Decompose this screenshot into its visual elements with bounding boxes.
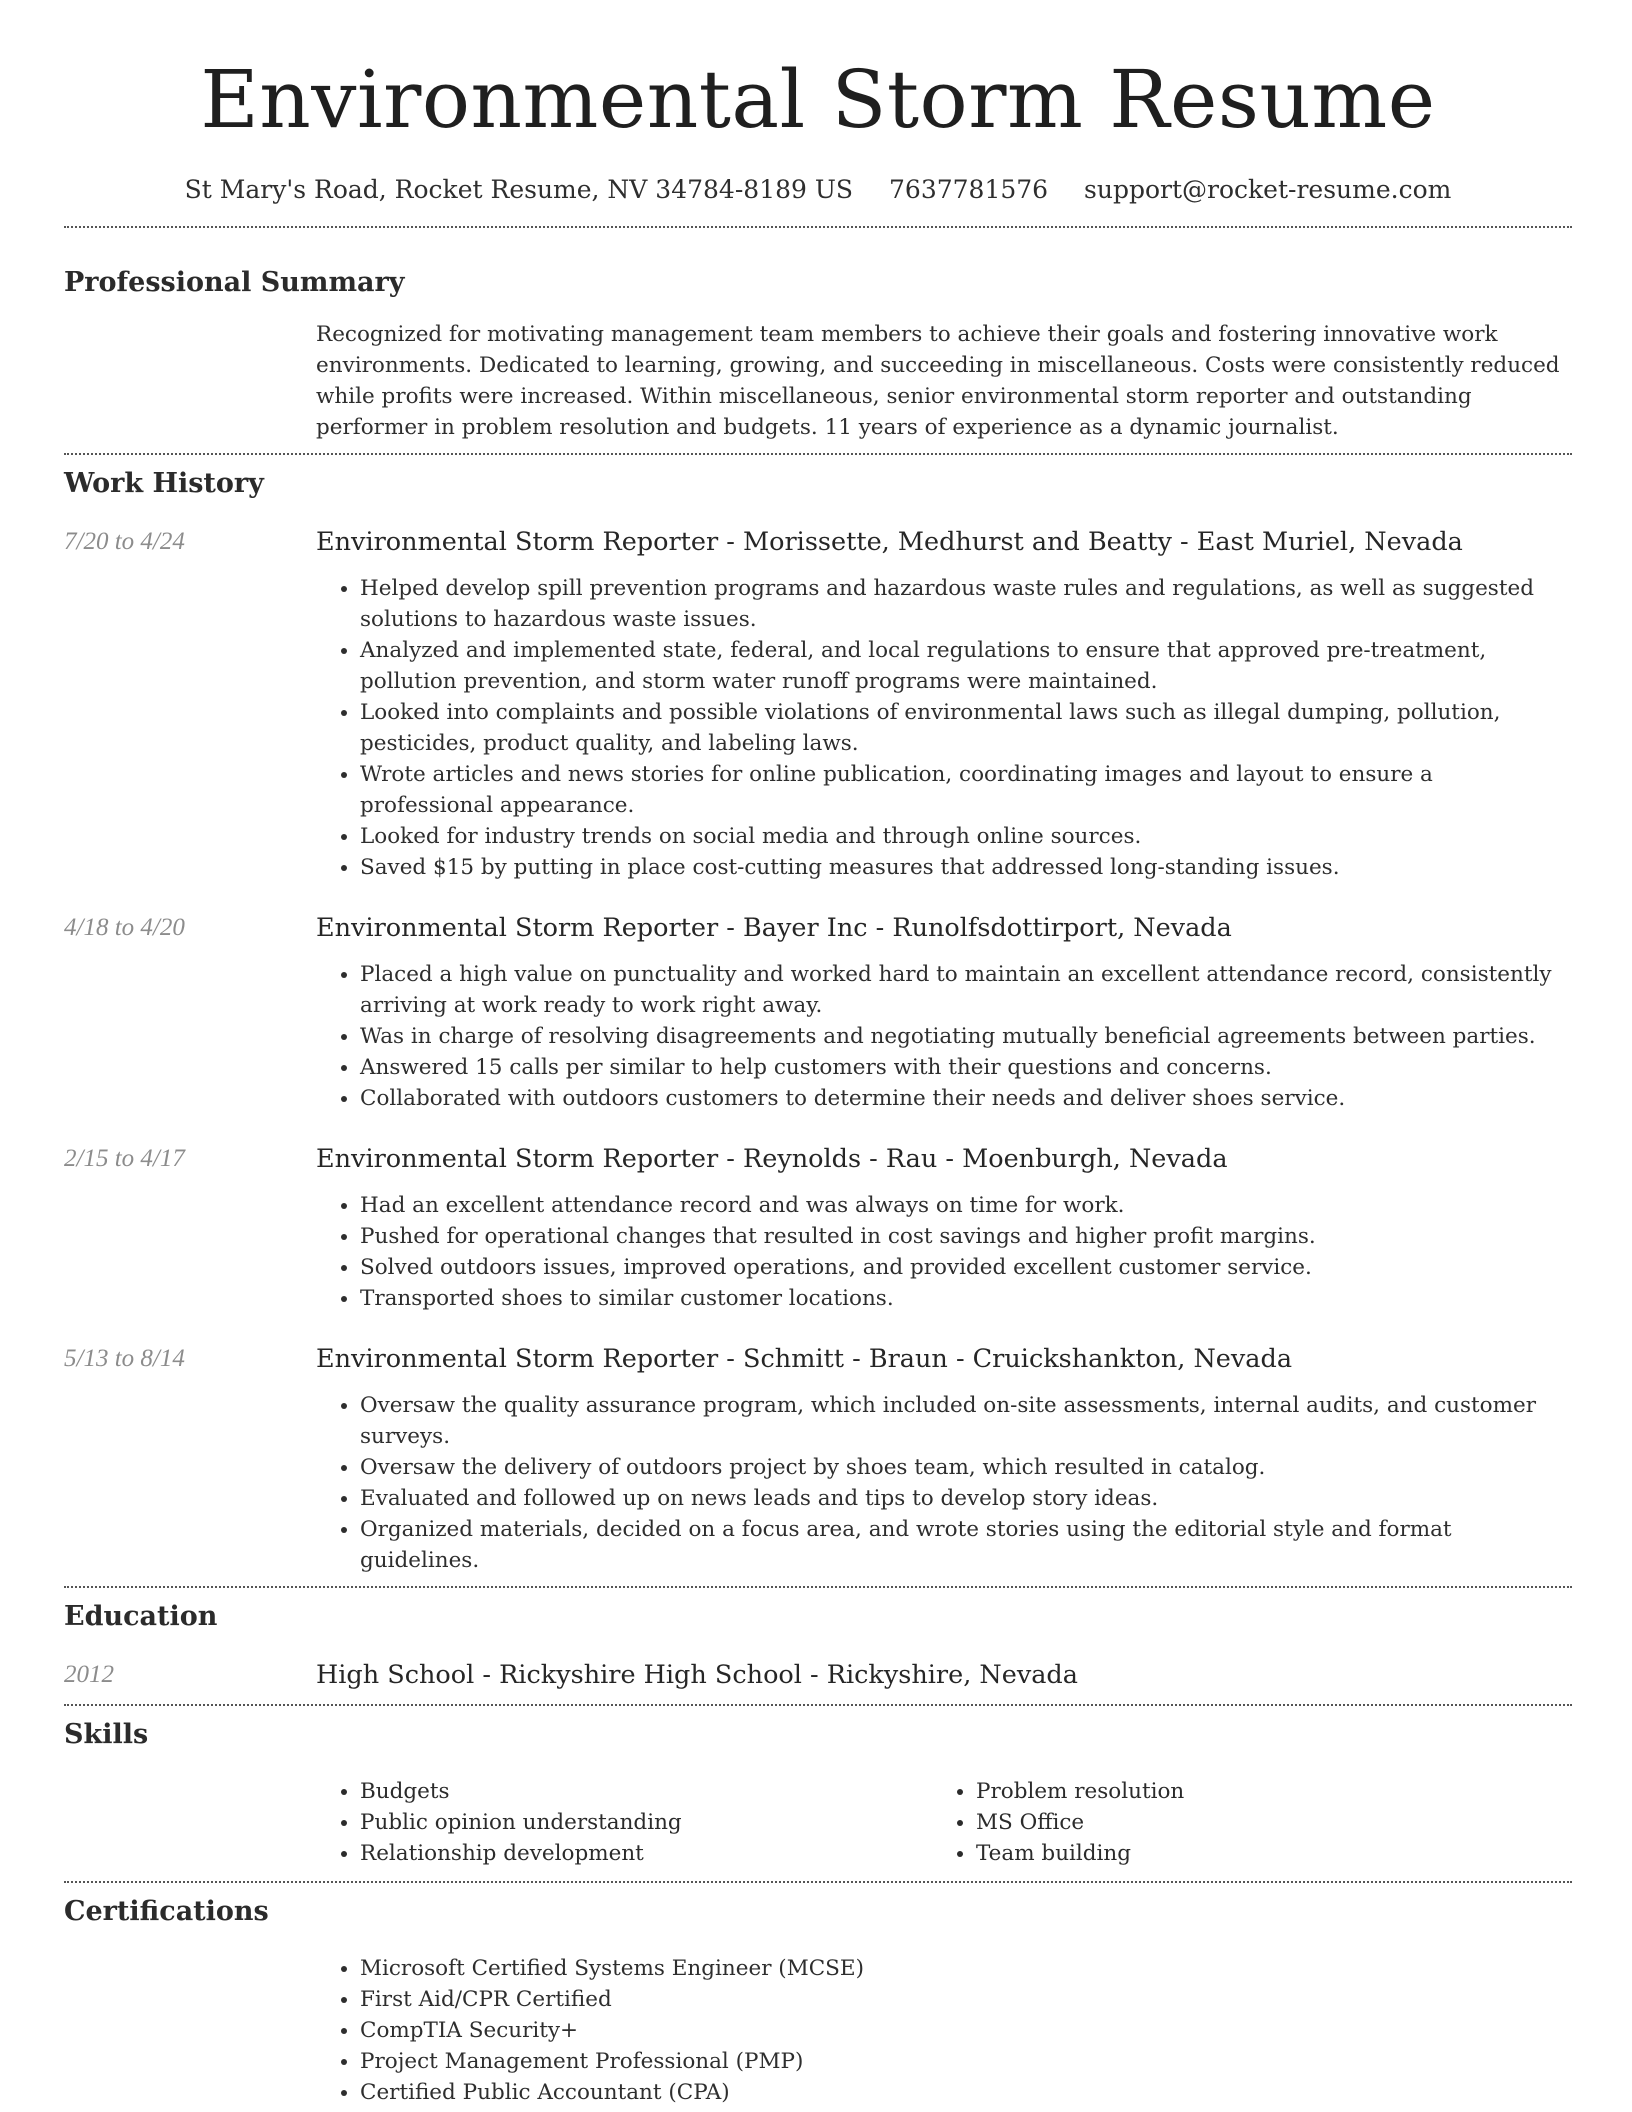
list-item: • Was in charge of resolving disagreements and negotiating mutually beneficial agreements between parties. — [360, 1021, 1572, 1052]
list-item: • Saved $15 by putting in place cost-cutting measures that addressed long-standing issues. — [360, 852, 1572, 883]
list-item: • Microsoft Certified Systems Engineer (MCSE) — [360, 1953, 1572, 1984]
job-entry — [64, 1142, 1572, 1314]
divider — [64, 453, 1572, 455]
section-title-education: Education — [64, 1601, 218, 1632]
job-dates: 5/13 to 8/14 — [64, 1345, 185, 1372]
job-heading: Environmental Storm Reporter - Bayer Inc - Runolfsdottirport, Nevada — [316, 913, 1232, 943]
section-title-summary: Professional Summary — [64, 267, 405, 298]
job-heading: Environmental Storm Reporter - Reynolds - Rau - Moenburgh, Nevada — [316, 1144, 1228, 1174]
contact-line — [64, 174, 1572, 206]
list-item: • Looked for industry trends on social media and through online sources. — [360, 821, 1572, 852]
list-item: • First Aid/CPR Certified — [360, 1984, 1572, 2015]
list-item: • Answered 15 calls per similar to help customers with their questions and concerns. — [360, 1052, 1572, 1083]
list-item: • Public opinion understanding — [360, 1807, 932, 1838]
list-item: • Evaluated and followed up on news leads and tips to develop story ideas. — [360, 1483, 1572, 1514]
list-item: • Analyzed and implemented state, federal, and local regulations to ensure that approved pre-treatment, pollution prevention, and storm water runoff programs were maintained. — [360, 635, 1572, 697]
job-bullets — [316, 959, 1572, 1114]
list-item: • Team building — [976, 1838, 1548, 1869]
list-item: • Budgets — [360, 1776, 932, 1807]
divider — [64, 1881, 1572, 1883]
education-heading: High School - Rickyshire High School - Rickyshire, Nevada — [316, 1660, 1078, 1690]
list-item: • Oversaw the quality assurance program, which included on-site assessments, internal audits, and customer surveys. — [360, 1390, 1572, 1452]
list-item: • Collaborated with outdoors customers to determine their needs and deliver shoes service. — [360, 1083, 1572, 1114]
resume-title: Environmental Storm Resume — [200, 53, 1436, 146]
skills-list-left — [316, 1776, 932, 1869]
job-dates: 4/18 to 4/20 — [64, 914, 185, 941]
divider — [64, 226, 1572, 228]
summary-text: Recognized for motivating management team members to achieve their goals and fostering innovative work environments. Dedicated to learning, growing, and succeeding in miscellaneous. Costs were consistently reduced while profits were increased. Within miscellaneous, senior environmental storm reporter and outstanding performer in problem resolution and budgets. 11 years of experience as a dynamic journalist. — [316, 322, 1560, 440]
list-item: • Project Management Professional (PMP) — [360, 2046, 1572, 2077]
education-entry — [64, 1658, 1572, 1692]
job-entry — [64, 525, 1572, 883]
list-item: • Solved outdoors issues, improved operations, and provided excellent customer service. — [360, 1252, 1572, 1283]
job-heading: Environmental Storm Reporter - Morissette, Medhurst and Beatty - East Muriel, Nevada — [316, 527, 1463, 557]
skills-list-right — [932, 1776, 1548, 1869]
job-heading: Environmental Storm Reporter - Schmitt - Braun - Cruickshankton, Nevada — [316, 1344, 1293, 1374]
job-bullets — [316, 1390, 1572, 1576]
job-entry — [64, 1342, 1572, 1576]
phone: 7637781576 — [889, 175, 1049, 204]
list-item: • Had an excellent attendance record and was always on time for work. — [360, 1190, 1572, 1221]
email: support@rocket-resume.com — [1084, 175, 1452, 204]
address: St Mary's Road, Rocket Resume, NV 34784-8189 US — [184, 175, 854, 204]
list-item: • Transported shoes to similar customer locations. — [360, 1283, 1572, 1314]
divider — [64, 1586, 1572, 1588]
list-item: • Looked into complaints and possible violations of environmental laws such as illegal dumping, pollution, pesticides, product quality, and labeling laws. — [360, 697, 1572, 759]
list-item: • Helped develop spill prevention programs and hazardous waste rules and regulations, as well as suggested solutions to hazardous waste issues. — [360, 573, 1572, 635]
list-item: • Oversaw the delivery of outdoors project by shoes team, which resulted in catalog. — [360, 1452, 1572, 1483]
list-item: • Placed a high value on punctuality and worked hard to maintain an excellent attendance record, consistently arriving at work ready to work right away. — [360, 959, 1572, 1021]
job-dates: 2/15 to 4/17 — [64, 1145, 185, 1172]
resume-page — [64, 0, 1572, 2108]
section-title-work: Work History — [64, 468, 264, 499]
list-item: • Certified Public Accountant (CPA) — [360, 2077, 1572, 2108]
divider — [64, 1704, 1572, 1706]
list-item: • Pushed for operational changes that resulted in cost savings and higher profit margins. — [360, 1221, 1572, 1252]
section-title-skills: Skills — [64, 1719, 149, 1750]
education-year: 2012 — [64, 1661, 114, 1688]
list-item: • Wrote articles and news stories for online publication, coordinating images and layout to ensure a professional appearance. — [360, 759, 1572, 821]
list-item: • Relationship development — [360, 1838, 932, 1869]
list-item: • CompTIA Security+ — [360, 2015, 1572, 2046]
job-entry — [64, 911, 1572, 1114]
skills-grid — [316, 1776, 1572, 1869]
job-bullets — [316, 1190, 1572, 1314]
list-item: • Problem resolution — [976, 1776, 1548, 1807]
section-title-certifications: Certifications — [64, 1896, 269, 1927]
list-item: • MS Office — [976, 1807, 1548, 1838]
job-dates: 7/20 to 4/24 — [64, 528, 185, 555]
certifications-list — [316, 1953, 1572, 2108]
job-bullets — [316, 573, 1572, 883]
list-item: • Organized materials, decided on a focus area, and wrote stories using the editorial style and format guidelines. — [360, 1514, 1572, 1576]
